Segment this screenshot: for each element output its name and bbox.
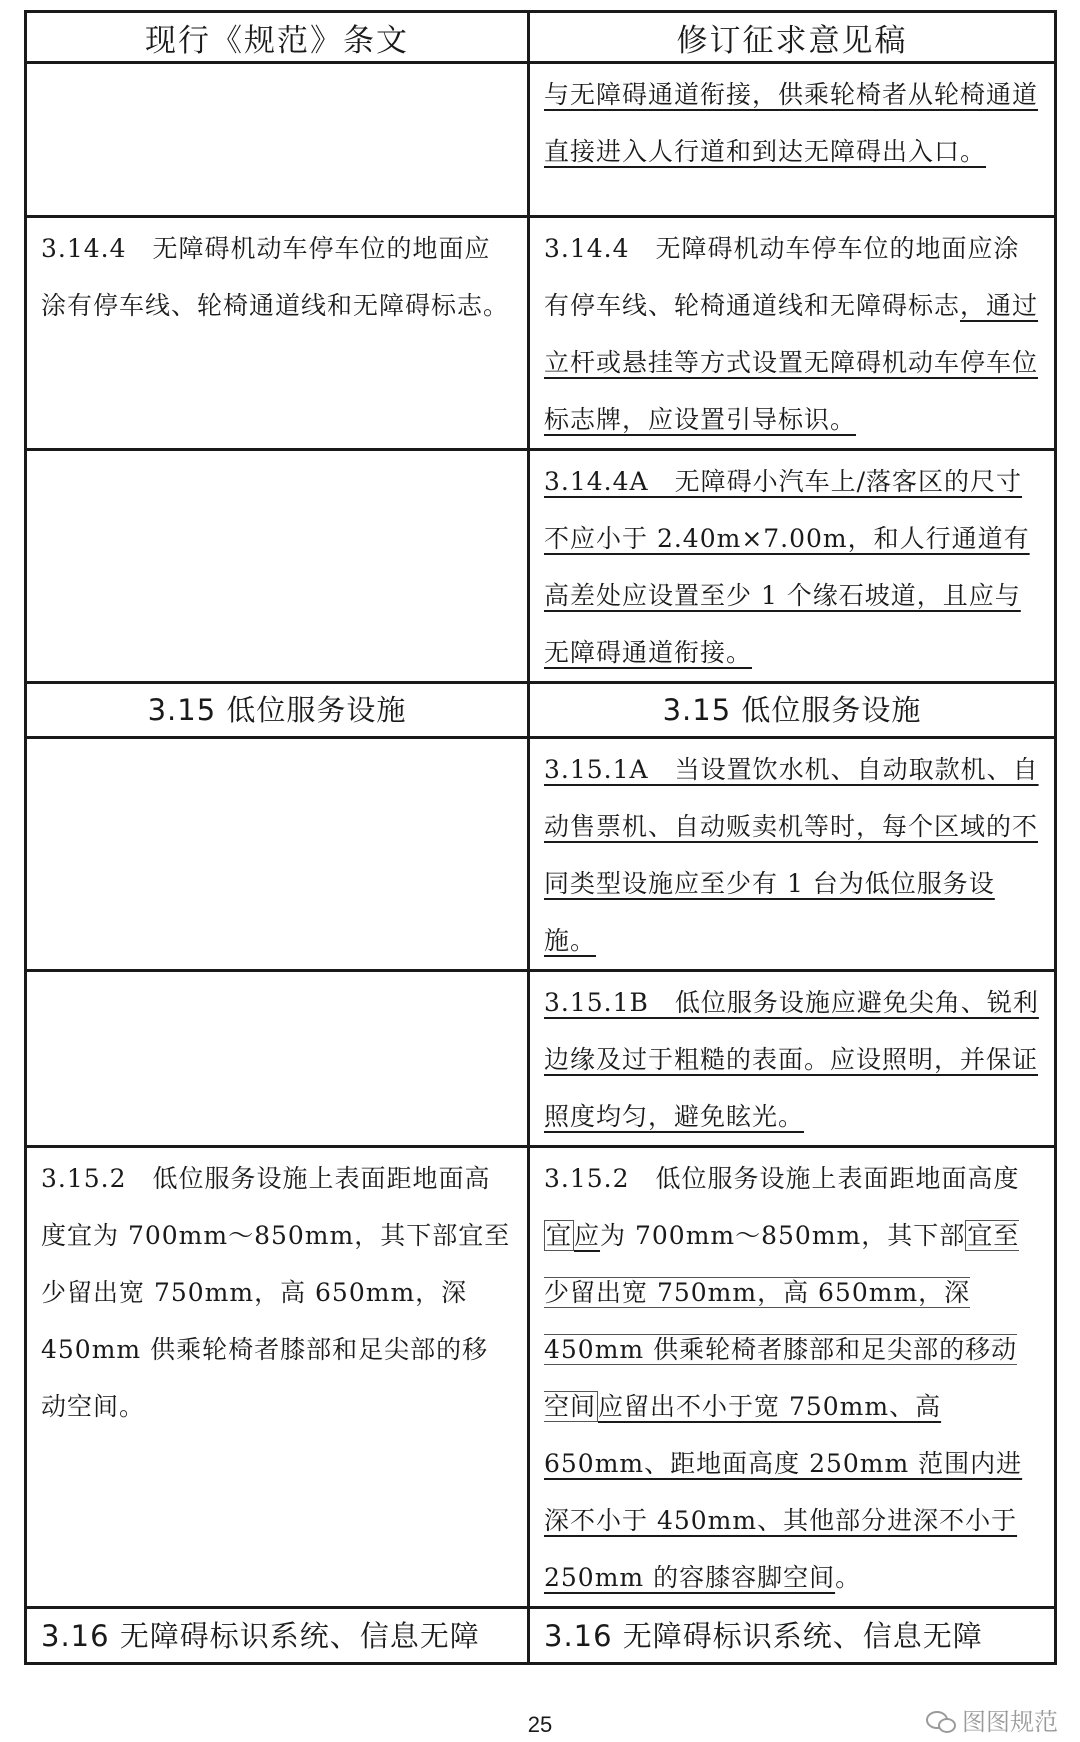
added-text: ，通过立杆或悬挂等方式设置无障碍机动车停车位标志牌，应设置引导标识。 (544, 291, 1039, 434)
section-heading-revision: 3.15 低位服务设施 (529, 683, 1056, 738)
section-row (26, 1608, 1056, 1664)
watermark (926, 1702, 1058, 1737)
added-text: 与无障碍通道衔接，供乘轮椅者从轮椅通道直接进入人行道和到达无障碍出入口。 (544, 80, 1039, 166)
section-heading-current: 3.16 无障碍标识系统、信息无障 (26, 1608, 529, 1664)
deleted-text: 宜 (546, 1221, 573, 1250)
revision-cell (529, 1147, 1056, 1608)
table-row (26, 738, 1056, 971)
header-revision-draft: 修订征求意见稿 (529, 12, 1056, 63)
wechat-icon (926, 1709, 956, 1731)
comparison-table-wrapper (24, 10, 1054, 1665)
current-cell-empty (26, 971, 529, 1147)
table-row (26, 450, 1056, 683)
comparison-table (24, 10, 1057, 1665)
deleted-text: 宜至少留出宽 750mm，高 650mm，深 450mm 供乘轮椅者膝部和足尖部的移动空间 (544, 1221, 1020, 1421)
page-number: 25 (527, 1712, 553, 1737)
revision-cell (529, 971, 1056, 1147)
clause-3-14-4a-added: 3.14.4A 无障碍小汽车上/落客区的尺寸不应小于 2.40m×7.00m，和人行通道有高差处应设置至少 1 个缘石坡道，且应与无障碍通道衔接。 (544, 467, 1030, 667)
table-row (26, 63, 1056, 217)
added-text: 应 (574, 1221, 601, 1250)
current-cell-empty (26, 450, 529, 683)
revision-cell (529, 217, 1056, 450)
current-cell-empty (26, 738, 529, 971)
clause-3-15-1b-added: 3.15.1B 低位服务设施应避免尖角、锐利边缘及过于粗糙的表面。应设照明，并保证照度均匀，避免眩光。 (544, 988, 1039, 1131)
table-row (26, 971, 1056, 1147)
clause-3-14-4-current: 3.14.4 无障碍机动车停车位的地面应涂有停车线、轮椅通道线和无障碍标志。 (41, 234, 510, 320)
revision-cell (529, 63, 1056, 217)
current-cell (26, 217, 529, 450)
current-cell (26, 1147, 529, 1608)
header-current-text: 现行《规范》条文 (26, 12, 529, 63)
clause-end: 。 (835, 1563, 862, 1592)
current-cell-empty (26, 63, 529, 217)
watermark-text: 图图规范 (962, 1708, 1058, 1736)
revision-cell (529, 738, 1056, 971)
clause-3-15-2-current: 3.15.2 低位服务设施上表面距地面高度宜为 700mm～850mm，其下部宜至少留出宽 750mm，高 650mm，深 450mm 供乘轮椅者膝部和足尖部的移动空间。 (41, 1164, 511, 1421)
table-row (26, 217, 1056, 450)
clause-text: 为 700mm～850mm，其下部 (600, 1221, 966, 1250)
table-row (26, 1147, 1056, 1608)
clause-3-15-1a-added: 3.15.1A 当设置饮水机、自动取款机、自动售票机、自动贩卖机等时，每个区域的不同类型设施应至少有 1 台为低位服务设施。 (544, 755, 1039, 955)
section-row (26, 683, 1056, 738)
section-heading-current: 3.15 低位服务设施 (26, 683, 529, 738)
section-heading-revision: 3.16 无障碍标识系统、信息无障 (529, 1608, 1056, 1664)
added-text: 应留出不小于宽 750mm、高 650mm、距地面高度 250mm 范围内进深不小于 450mm、其他部分进深不小于 250mm 的容膝容脚空间 (544, 1392, 1023, 1592)
revision-cell (529, 450, 1056, 683)
header-row (26, 12, 1056, 63)
clause-3-14-4-revision: 3.14.4 无障碍机动车停车位的地面应涂有停车线、轮椅通道线和无障碍标志 (544, 234, 1020, 320)
clause-3-15-2-revision: 3.15.2 低位服务设施上表面距地面高度 (544, 1164, 1020, 1193)
